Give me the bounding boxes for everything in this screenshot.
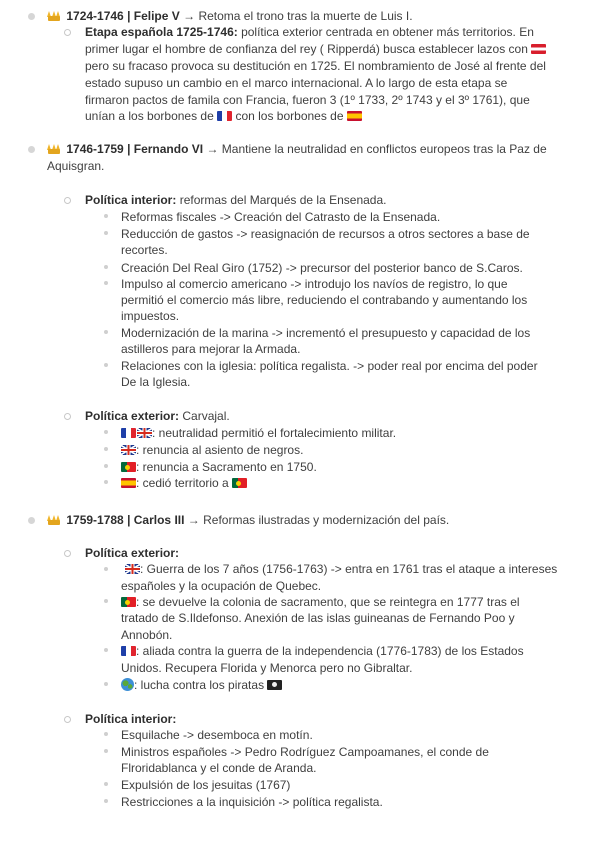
item-bullet [104, 464, 108, 468]
crown-icon [47, 143, 61, 154]
list-item-continuation: Flroridablanca y el conde de Aranda. [121, 761, 317, 775]
item-bullet [104, 214, 108, 218]
item-bullet [104, 265, 108, 269]
spain-flag-icon [121, 478, 136, 488]
item-bullet [104, 749, 108, 753]
politica-exterior-heading: Política exterior: Carvajal. [85, 409, 230, 423]
pirate-flag-icon [267, 680, 282, 690]
list-item: Modernización de la marina -> incrementó el presupuesto y capacidad de los [121, 326, 531, 340]
item-bullet [104, 430, 108, 434]
france-flag-icon [217, 111, 232, 121]
bullet [28, 146, 35, 153]
list-item-continuation: De la Iglesia. [121, 375, 191, 389]
sub-text-line: unían a los borbones de con los borbones de [85, 108, 362, 125]
list-item: Impulso al comercio americano -> introdujo los navíos de registro, lo que [121, 277, 508, 291]
item-bullet [104, 799, 108, 803]
item-bullet [104, 567, 108, 571]
politica-exterior-heading: Política exterior: [85, 546, 180, 560]
globe-icon [121, 678, 134, 691]
sub-text-line: firmaron pactos de famila con Francia, fueron 3 (1º 1733, 2º 1743 y el 3º 1761), que [85, 93, 530, 107]
uk-flag-icon [125, 564, 140, 574]
sub-text-line: pero su fracaso provoca su destitución en 1725. El nombramiento de José al frente del [85, 59, 546, 73]
uk-flag-icon [121, 445, 136, 455]
france-flag-icon [121, 646, 136, 656]
list-item: : aliada contra la guerra de la independencia (1776-1783) de los Estados [121, 643, 524, 660]
sub-text-line: estado supuso un cambio en el marco internacional. A lo largo de esta etapa se [85, 76, 508, 90]
list-item: Esquilache -> desemboca en motín. [121, 728, 313, 742]
politica-interior-heading: Política interior: [85, 712, 177, 726]
item-bullet [104, 231, 108, 235]
list-item: : Guerra de los 7 años (1756-1763) -> entra en 1761 tras el ataque a intereses [121, 561, 557, 578]
uk-flag-icon [137, 428, 152, 438]
list-item: Reducción de gastos -> reasignación de recursos a otros sectores a base de [121, 227, 530, 241]
sub-bullet [64, 716, 71, 723]
item-bullet [104, 281, 108, 285]
crown-icon [47, 514, 61, 525]
item-bullet [104, 363, 108, 367]
list-item: Restricciones a la inquisición -> política regalista. [121, 795, 383, 809]
item-bullet [104, 447, 108, 451]
item-bullet [104, 782, 108, 786]
heading-continuation: Aquisgran. [47, 159, 105, 173]
portugal-flag-icon [121, 462, 136, 472]
item-bullet [104, 732, 108, 736]
austria-flag-icon [531, 44, 546, 54]
sub-bullet [64, 550, 71, 557]
sub-text-line: primer lugar el hombre de confianza del rey ( Ripperdá) busca establecer lazos con [85, 41, 546, 58]
france-flag-icon [121, 428, 136, 438]
portugal-flag-icon [121, 597, 136, 607]
reign-heading-felipe-v: 1724-1746 | Felipe V → Retoma el trono tras la muerte de Luis I. [47, 8, 413, 25]
list-item: : renuncia a Sacramento en 1750. [121, 459, 317, 476]
sub-text-line: Etapa española 1725-1746: política exterior centrada en obtener más territorios. En [85, 25, 534, 39]
sub-bullet [64, 413, 71, 420]
item-bullet [104, 599, 108, 603]
spain-flag-icon [347, 111, 362, 121]
item-bullet [104, 330, 108, 334]
list-item-continuation: españoles y la ocupación de Quebec. [121, 579, 322, 593]
list-item: Reformas fiscales -> Creación del Catrasto de la Ensenada. [121, 210, 441, 224]
list-item-continuation: Unidos. Recupera Florida y Menorca pero no Gibraltar. [121, 661, 413, 675]
list-item: : se devuelve la colonia de sacramento, que se reintegra en 1777 tras el [121, 594, 520, 611]
list-item: : cedió territorio a [121, 475, 247, 492]
list-item-continuation: Annobón. [121, 628, 173, 642]
list-item: Creación Del Real Giro (1752) -> precursor del posterior banco de S.Caros. [121, 261, 523, 275]
item-bullet [104, 682, 108, 686]
list-item: : neutralidad permitió el fortalecimiento militar. [121, 425, 396, 442]
politica-interior-heading: Política interior: reformas del Marqués de la Ensenada. [85, 193, 387, 207]
list-item: : lucha contra los piratas [121, 677, 282, 694]
list-item-continuation: recortes. [121, 243, 168, 257]
reign-heading-fernando-vi: 1746-1759 | Fernando VI → Mantiene la neutralidad en conflictos europeos tras la Paz de [47, 141, 547, 158]
bullet [28, 517, 35, 524]
sub-bullet [64, 29, 71, 36]
reign-heading-carlos-iii: 1759-1788 | Carlos III → Reformas ilustradas y modernización del país. [47, 512, 449, 529]
list-item-continuation: permitió el comercio más libre, reduciendo el contrabando y aumentando los [121, 293, 528, 307]
list-item-continuation: tratado de S.Ildefonso. Anexión de las islas guineanas de Fernando Poo y [121, 611, 515, 625]
list-item-continuation: astilleros para mejorar la Armada. [121, 342, 301, 356]
list-item: Expulsión de los jesuitas (1767) [121, 778, 291, 792]
sub-bullet [64, 197, 71, 204]
bullet [28, 13, 35, 20]
item-bullet [104, 648, 108, 652]
crown-icon [47, 10, 61, 21]
portugal-flag-icon [232, 478, 247, 488]
list-item-continuation: impuestos. [121, 309, 180, 323]
item-bullet [104, 480, 108, 484]
list-item: : renuncia al asiento de negros. [121, 442, 303, 459]
list-item: Ministros españoles -> Pedro Rodríguez Campoamanes, el conde de [121, 745, 489, 759]
list-item: Relaciones con la iglesia: política regalista. -> poder real por encima del poder [121, 359, 538, 373]
